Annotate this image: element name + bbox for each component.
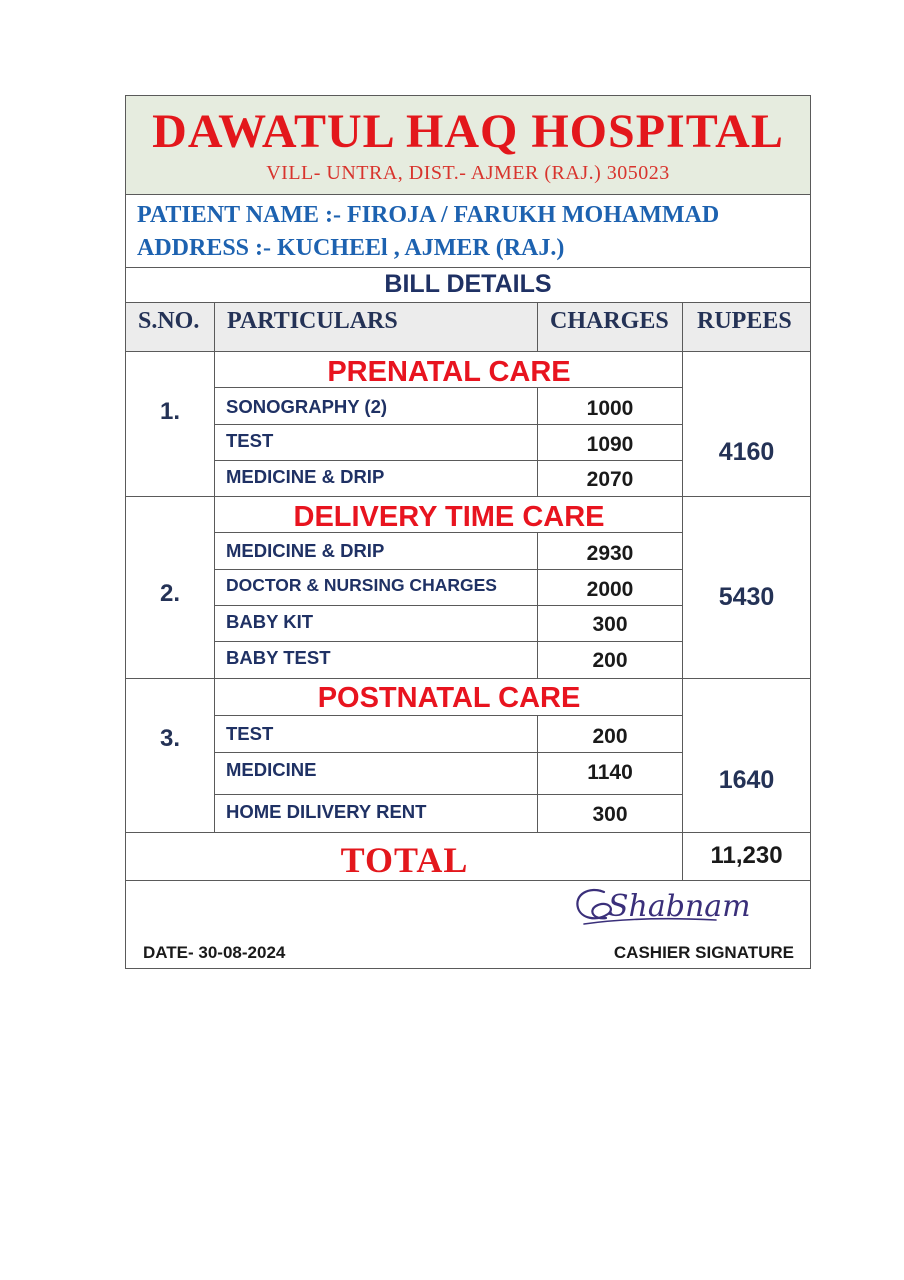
bill-details-title: BILL DETAILS	[384, 270, 552, 298]
item-charge: 2070	[586, 468, 634, 491]
divider	[126, 832, 810, 833]
column-header-rupees: RUPEES	[697, 308, 792, 334]
cashier-signature-label: CASHIER SIGNATURE	[613, 943, 794, 962]
item-name: BABY KIT	[226, 611, 314, 632]
item-name: MEDICINE & DRIP	[226, 466, 385, 487]
section-rupees: 1640	[718, 766, 775, 794]
divider	[214, 752, 683, 753]
item-name: TEST	[226, 430, 274, 451]
divider	[214, 794, 683, 795]
item-charge: 300	[592, 803, 628, 826]
divider	[214, 605, 683, 606]
item-name: SONOGRAPHY (2)	[226, 396, 388, 417]
total-label: TOTAL	[340, 840, 469, 880]
item-charge: 300	[592, 613, 628, 636]
divider	[214, 387, 683, 388]
hospital-address: VILL- UNTRA, DIST.- AJMER (RAJ.) 305023	[266, 162, 670, 184]
hospital-header	[126, 96, 810, 195]
bill-document	[125, 95, 811, 969]
section-title: DELIVERY TIME CARE	[293, 501, 605, 533]
signature-text: Shabnam	[608, 889, 751, 924]
section-number: 3.	[159, 725, 180, 752]
patient-address: ADDRESS :- KUCHEEl , AJMER (RAJ.)	[137, 235, 565, 261]
item-name: HOME DILIVERY RENT	[226, 801, 427, 822]
section-number: 2.	[159, 580, 180, 607]
item-charge: 1090	[586, 433, 634, 456]
section-rupees: 5430	[718, 583, 775, 611]
item-name: BABY TEST	[226, 647, 331, 668]
cashier-signature	[566, 878, 796, 938]
item-name: DOCTOR & NURSING CHARGES	[226, 575, 497, 595]
item-charge: 200	[592, 725, 628, 748]
section-title: PRENATAL CARE	[327, 356, 571, 388]
section-rupees: 4160	[718, 438, 775, 466]
item-charge: 2000	[586, 578, 634, 601]
patient-name: PATIENT NAME :- FIROJA / FARUKH MOHAMMAD	[137, 202, 720, 228]
total-value: 11,230	[710, 842, 783, 869]
item-name: MEDICINE & DRIP	[226, 540, 385, 561]
item-name: MEDICINE	[226, 759, 317, 780]
hospital-name: DAWATUL HAQ HOSPITAL	[152, 105, 784, 158]
section-title: POSTNATAL CARE	[317, 682, 581, 714]
item-charge: 2930	[586, 542, 634, 565]
item-name: TEST	[226, 723, 274, 744]
divider	[214, 460, 683, 461]
bill-date: DATE- 30-08-2024	[143, 943, 286, 962]
divider	[214, 715, 683, 716]
section-number: 1.	[159, 398, 180, 425]
divider	[214, 641, 683, 642]
divider	[126, 267, 810, 268]
column-header-sno: S.NO.	[138, 308, 200, 334]
divider	[126, 496, 810, 497]
item-charge: 200	[592, 649, 628, 672]
divider	[126, 351, 810, 352]
divider	[214, 532, 683, 533]
divider	[214, 569, 683, 570]
item-charge: 1000	[586, 397, 634, 420]
divider	[126, 678, 810, 679]
column-header-charges: CHARGES	[550, 308, 669, 334]
column-divider	[537, 303, 538, 351]
column-header-particulars: PARTICULARS	[227, 308, 398, 334]
divider	[214, 424, 683, 425]
item-charge: 1140	[587, 761, 633, 784]
